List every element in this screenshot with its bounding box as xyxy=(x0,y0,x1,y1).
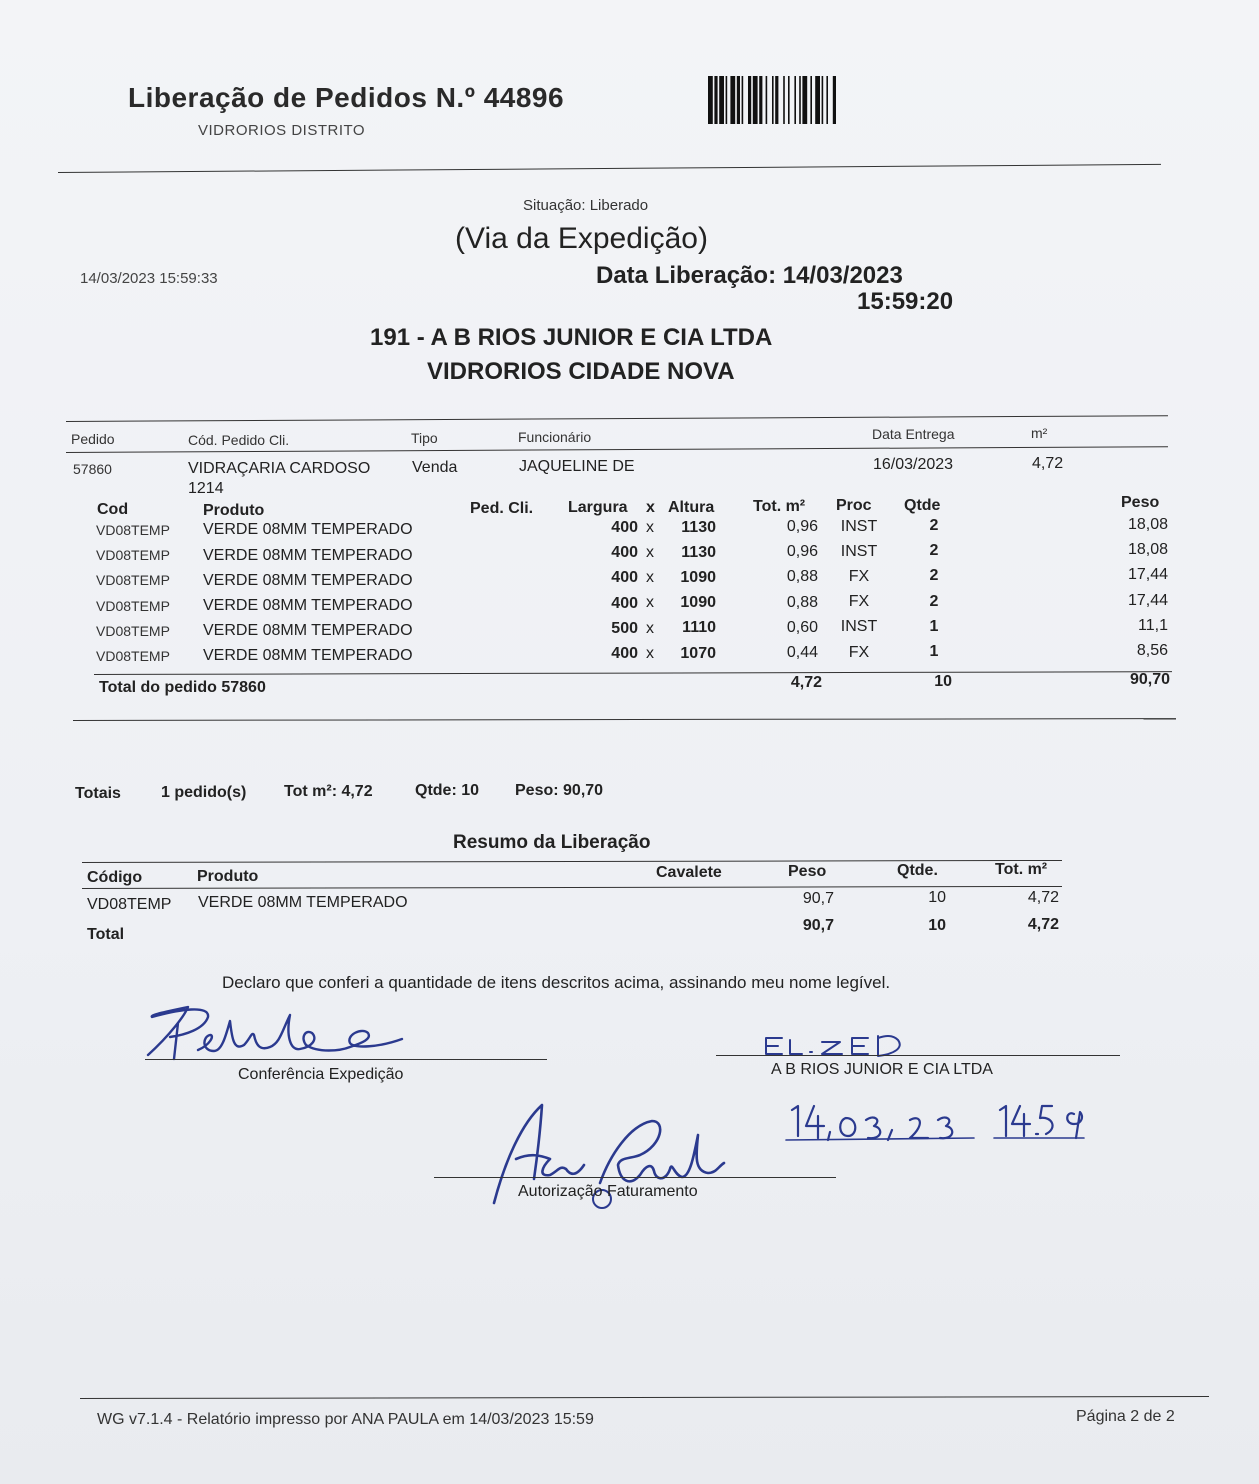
label-funcionario: Funcionário xyxy=(518,429,592,445)
order-pedido: 57860 xyxy=(73,461,112,477)
item-cell-tot-m2: 0,44 xyxy=(786,644,818,662)
barcode-bar xyxy=(719,76,724,124)
item-cell-peso: 17,44 xyxy=(1127,591,1168,609)
totais-peso: Peso: 90,70 xyxy=(515,782,604,799)
resumo-row-codigo: VD08TEMP xyxy=(87,896,172,913)
via-expedicao: (Via da Expedição) xyxy=(455,222,708,255)
totais-pedidos: 1 pedido(s) xyxy=(161,784,247,801)
item-cell-cod: VD08TEMP xyxy=(96,572,170,589)
item-cell-tot-m2: 0,96 xyxy=(786,518,818,536)
barcode-bar xyxy=(772,76,774,124)
item-cell-largura: 400 xyxy=(611,645,638,663)
resumo-title: Resumo da Liberação xyxy=(453,832,651,853)
status-situacao: Situação: Liberado xyxy=(523,197,649,214)
col-peso: Peso xyxy=(1121,494,1160,511)
data-liberacao-time: 15:59:20 xyxy=(857,288,954,315)
item-cell-cod: VD08TEMP xyxy=(96,522,170,538)
signature-line-cliente xyxy=(716,1055,1120,1056)
barcode-bar xyxy=(748,76,751,124)
item-cell-altura: 1090 xyxy=(680,568,716,586)
data-liberacao: Data Liberação: 14/03/2023 xyxy=(596,262,903,289)
barcode-bar xyxy=(802,76,807,124)
item-cell-cod: VD08TEMP xyxy=(96,648,170,664)
document-subtitle: VIDRORIOS DISTRITO xyxy=(198,122,366,139)
item-cell-proc: INST xyxy=(840,517,878,535)
item-cell-x: x xyxy=(646,569,654,587)
item-cell-produto: VERDE 08MM TEMPERADO xyxy=(203,647,413,665)
item-cell-produto: VERDE 08MM TEMPERADO xyxy=(203,521,413,539)
autorizacao-label: Autorização Faturamento xyxy=(518,1183,698,1200)
declaration-text: Declaro que conferi a quantidade de itens descritos acima, assinando meu nome legível. xyxy=(222,973,891,992)
item-cell-peso: 18,08 xyxy=(1127,541,1168,559)
item-cell-proc: FX xyxy=(848,643,870,661)
col-ped-cli: Ped. Cli. xyxy=(470,500,534,517)
label-cod-pedido-cli: Cód. Pedido Cli. xyxy=(188,432,290,448)
totais-label: Totais xyxy=(75,785,121,802)
item-cell-produto: VERDE 08MM TEMPERADO xyxy=(203,622,413,640)
barcode-bar xyxy=(822,76,824,124)
label-pedido: Pedido xyxy=(71,431,115,447)
order-funcionario: JAQUELINE DE xyxy=(519,458,635,475)
resumo-col-produto: Produto xyxy=(197,868,259,885)
item-cell-x: x xyxy=(646,619,654,637)
order-cod-pedido-cli: 1214 xyxy=(188,480,224,497)
signature-line-autorizacao xyxy=(434,1177,836,1178)
item-cell-cod: VD08TEMP xyxy=(96,547,170,564)
col-produto: Produto xyxy=(203,502,265,519)
label-data-entrega: Data Entrega xyxy=(872,426,955,442)
total-pedido-m2: 4,72 xyxy=(790,674,822,691)
resumo-total-qtde: 10 xyxy=(928,917,946,934)
total-pedido-qtde: 10 xyxy=(934,673,952,690)
item-cell-peso: 11,1 xyxy=(1138,616,1168,634)
item-cell-largura: 400 xyxy=(611,594,638,612)
item-cell-peso: 8,56 xyxy=(1136,642,1168,660)
barcode-bar xyxy=(783,76,785,124)
col-qtde: Qtde xyxy=(904,497,941,514)
item-cell-proc: INST xyxy=(840,618,878,636)
barcode-bar xyxy=(742,76,744,124)
item-cell-tot-m2: 0,88 xyxy=(786,593,818,611)
order-cliente: VIDRAÇARIA CARDOSO xyxy=(188,460,371,477)
resumo-col-cavalete: Cavalete xyxy=(656,864,722,881)
signature-conferencia xyxy=(140,995,420,1065)
items-bottom-divider xyxy=(73,718,1176,721)
resumo-row-produto: VERDE 08MM TEMPERADO xyxy=(198,894,408,911)
barcode-bar xyxy=(810,76,812,124)
totais-qtde: Qtde: 10 xyxy=(415,782,480,799)
printed-timestamp: 14/03/2023 15:59:33 xyxy=(80,270,218,287)
barcode-bar xyxy=(753,76,758,124)
resumo-col-peso: Peso xyxy=(788,863,827,880)
company-name: 191 - A B RIOS JUNIOR E CIA LTDA xyxy=(370,324,773,351)
resumo-total-label: Total xyxy=(87,926,125,943)
item-cell-peso: 18,08 xyxy=(1127,516,1168,534)
barcode-bar xyxy=(726,76,728,124)
item-cell-proc: FX xyxy=(848,567,870,585)
resumo-row-peso: 90,7 xyxy=(802,890,834,907)
item-cell-qtde: 1 xyxy=(929,617,939,635)
conferencia-label: Conferência Expedição xyxy=(238,1066,404,1083)
company-branch: VIDRORIOS CIDADE NOVA xyxy=(427,358,735,385)
col-x: x xyxy=(646,499,655,516)
totais-tot-m2: Tot m²: 4,72 xyxy=(284,783,373,800)
item-cell-proc: FX xyxy=(848,593,870,611)
barcode-bar xyxy=(730,76,735,124)
col-tot-m2: Tot. m² xyxy=(753,498,806,515)
barcode-bar xyxy=(815,76,820,124)
item-cell-proc: INST xyxy=(840,542,878,560)
barcode-icon xyxy=(708,76,903,126)
order-m2: 4,72 xyxy=(1032,455,1064,472)
item-cell-x: x xyxy=(646,594,654,612)
total-pedido-peso: 90,70 xyxy=(1129,671,1170,688)
label-m2: m² xyxy=(1031,425,1048,441)
item-cell-qtde: 2 xyxy=(929,567,939,585)
item-cell-tot-m2: 0,96 xyxy=(786,543,818,561)
barcode-bar xyxy=(766,76,768,124)
header-divider xyxy=(58,164,1161,173)
item-cell-tot-m2: 0,88 xyxy=(786,568,818,586)
item-cell-qtde: 2 xyxy=(929,592,939,610)
item-cell-altura: 1070 xyxy=(680,644,716,662)
barcode-bar xyxy=(794,76,796,124)
item-cell-largura: 400 xyxy=(611,544,638,562)
resumo-row-tot-m2: 4,72 xyxy=(1027,889,1059,906)
item-cell-produto: VERDE 08MM TEMPERADO xyxy=(203,596,413,614)
item-cell-produto: VERDE 08MM TEMPERADO xyxy=(203,571,413,589)
item-cell-altura: 1130 xyxy=(681,543,716,561)
barcode-bar xyxy=(737,76,740,124)
item-cell-cod: VD08TEMP xyxy=(96,622,170,639)
item-cell-x: x xyxy=(646,543,654,561)
col-altura: Altura xyxy=(668,499,715,516)
footer-divider xyxy=(80,1396,1209,1399)
barcode-bar xyxy=(759,76,762,124)
order-data-entrega: 16/03/2023 xyxy=(873,456,954,473)
col-largura: Largura xyxy=(568,499,628,516)
handwritten-date xyxy=(784,1098,1104,1144)
item-cell-altura: 1130 xyxy=(681,518,716,536)
barcode-bar xyxy=(775,76,778,124)
barcode-bar xyxy=(708,76,713,124)
item-cell-largura: 500 xyxy=(611,619,638,637)
resumo-row-qtde: 10 xyxy=(928,889,946,906)
barcode-bar xyxy=(714,76,717,124)
items-total-divider xyxy=(94,671,1172,675)
footer-report-info: WG v7.1.4 - Relatório impresso por ANA PAULA em 14/03/2023 15:59 xyxy=(97,1411,594,1428)
item-cell-qtde: 2 xyxy=(929,517,939,535)
item-cell-cod: VD08TEMP xyxy=(96,597,170,614)
item-cell-qtde: 2 xyxy=(929,542,939,560)
item-cell-largura: 400 xyxy=(611,569,638,587)
item-cell-qtde: 1 xyxy=(929,643,939,661)
document-title: Liberação de Pedidos N.º 44896 xyxy=(128,82,565,113)
item-cell-peso: 17,44 xyxy=(1127,566,1168,584)
item-cell-tot-m2: 0,60 xyxy=(786,618,818,636)
cliente-label: A B RIOS JUNIOR E CIA LTDA xyxy=(771,1061,993,1078)
barcode-bar xyxy=(799,76,801,124)
barcode-bar xyxy=(788,76,790,124)
item-cell-altura: 1110 xyxy=(682,619,716,637)
footer-page-number: Página 2 de 2 xyxy=(1076,1408,1175,1425)
resumo-col-qtde: Qtde. xyxy=(897,862,938,879)
barcode-bar xyxy=(826,76,828,124)
resumo-col-tot-m2: Tot. m² xyxy=(995,861,1048,878)
item-cell-largura: 400 xyxy=(611,519,638,537)
total-pedido-label: Total do pedido 57860 xyxy=(99,679,266,696)
col-proc: Proc xyxy=(836,497,872,514)
item-cell-x: x xyxy=(646,644,654,662)
label-tipo: Tipo xyxy=(411,430,438,446)
col-cod: Cod xyxy=(97,501,129,518)
signature-line-conferencia xyxy=(145,1059,547,1060)
resumo-total-peso: 90,7 xyxy=(802,917,834,934)
item-cell-produto: VERDE 08MM TEMPERADO xyxy=(203,546,413,564)
order-top-divider xyxy=(66,415,1168,422)
resumo-total-tot-m2: 4,72 xyxy=(1027,916,1059,933)
barcode-bar xyxy=(833,76,836,124)
resumo-col-codigo: Código xyxy=(87,869,143,886)
order-tipo: Venda xyxy=(412,459,458,476)
item-cell-x: x xyxy=(646,518,654,536)
item-cell-altura: 1090 xyxy=(680,594,716,612)
